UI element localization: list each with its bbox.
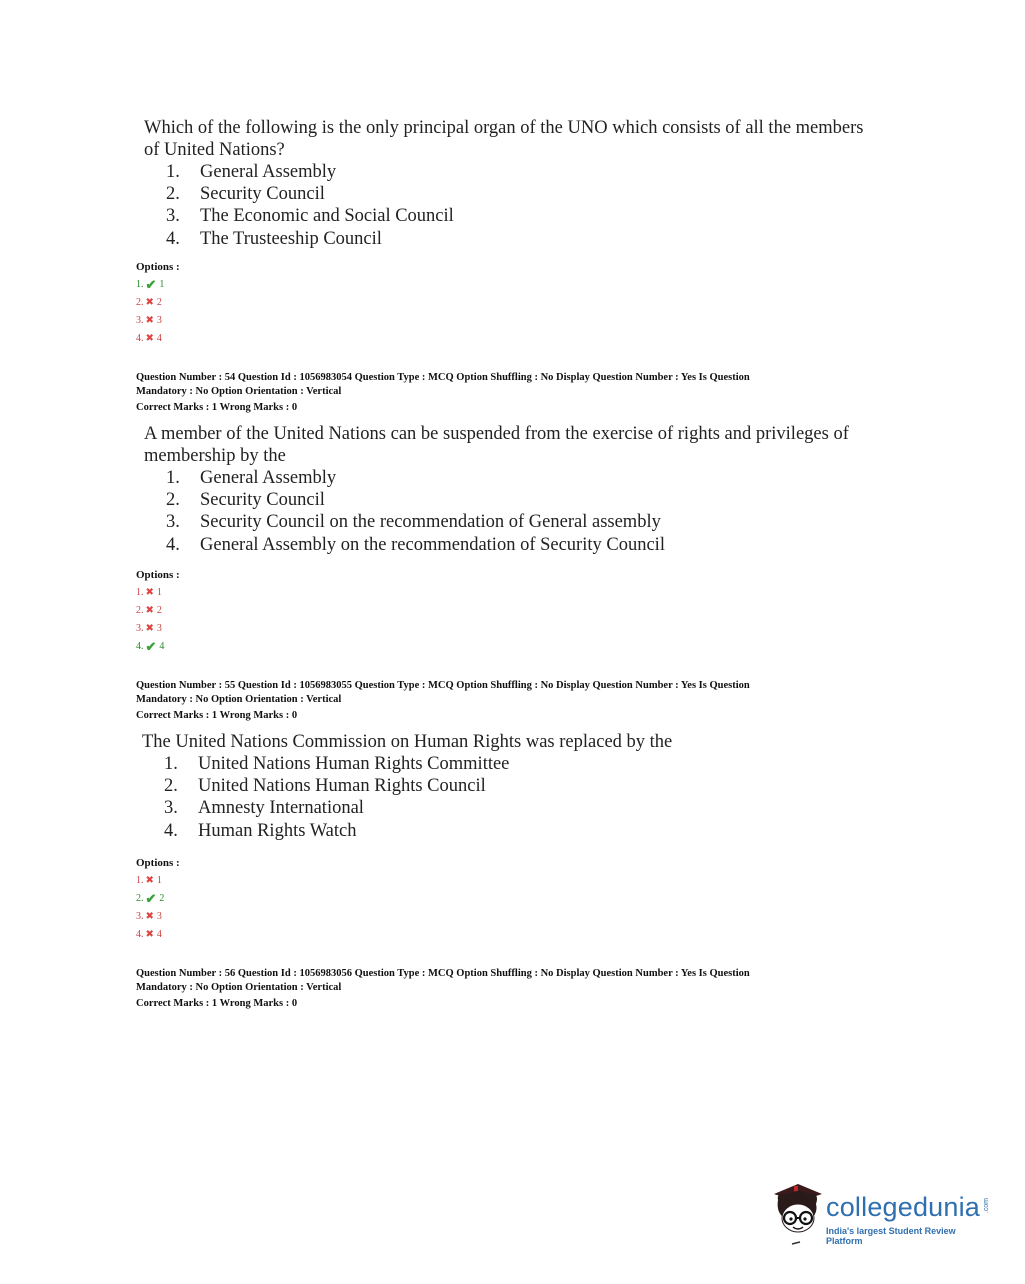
option-item — [136, 638, 180, 656]
option-number: 4. — [136, 333, 144, 344]
option-item — [136, 908, 180, 926]
option-value: 1 — [156, 587, 162, 598]
choice-item — [166, 534, 665, 556]
choice-text: Amnesty International — [198, 798, 364, 819]
question-55-options — [136, 854, 180, 944]
question-53-text: Which of the following is the only principal organ of the UNO which consists of all the members of United Nations? — [144, 118, 864, 160]
choice-number: 1. — [166, 468, 180, 488]
option-number: 2. — [136, 893, 144, 904]
choice-item — [164, 753, 509, 775]
choice-number: 2. — [164, 776, 178, 797]
choice-text: United Nations Human Rights Committee — [198, 754, 510, 774]
meta-line: Question Number : 56 Question Id : 1056983056 Question Type : MCQ Option Shuffling : No Display Question Number : Yes Is Question — [136, 968, 750, 979]
option-value: 4 — [159, 641, 165, 652]
marks-line: Correct Marks : 1 Wrong Marks : 0 — [136, 402, 298, 413]
choice-number: 2. — [166, 184, 180, 205]
cross-icon: ✖ — [145, 911, 154, 922]
choice-number: 4. — [166, 534, 180, 555]
brand-suffix: .com — [983, 1198, 990, 1214]
option-item — [136, 890, 180, 908]
choice-item — [164, 820, 509, 842]
option-number: 2. — [136, 297, 144, 308]
meta-line: Mandatory : No Option Orientation : Vertical — [136, 981, 342, 993]
option-value: 1 — [159, 279, 165, 290]
question-55-text: The United Nations Commission on Human Rights was replaced by the — [142, 732, 673, 752]
option-value: 1 — [156, 875, 162, 886]
option-value: 3 — [156, 911, 162, 922]
marks-line: Correct Marks : 1 Wrong Marks : 0 — [136, 998, 298, 1009]
choice-text: Security Council — [200, 490, 325, 511]
choice-text: United Nations Human Rights Council — [198, 776, 486, 797]
question-54-options — [136, 566, 180, 656]
choice-text: Security Council on the recommendation of General assembly — [200, 512, 661, 533]
choice-item — [166, 511, 665, 533]
options-label: Options : — [136, 569, 180, 581]
choice-item — [166, 228, 454, 250]
check-icon: ✔ — [145, 891, 157, 906]
cross-icon: ✖ — [145, 605, 154, 616]
choice-text: Security Council — [200, 184, 325, 205]
choice-item — [164, 797, 509, 819]
option-item — [136, 276, 180, 294]
meta-line: Question Number : 55 Question Id : 1056983055 Question Type : MCQ Option Shuffling : No Display Question Number : Yes Is Question — [136, 680, 750, 691]
option-item — [136, 926, 180, 944]
option-item — [136, 312, 180, 330]
choice-number: 2. — [166, 490, 180, 511]
option-number: 3. — [136, 315, 144, 326]
choice-number: 3. — [166, 206, 180, 227]
cross-icon: ✖ — [145, 587, 154, 598]
question-55-choices — [164, 753, 509, 842]
option-number: 3. — [136, 911, 144, 922]
choice-text: General Assembly — [200, 468, 337, 488]
question-54-text: A member of the United Nations can be suspended from the exercise of rights and privileges of membership by the — [144, 424, 849, 466]
choice-item — [164, 775, 509, 797]
option-item — [136, 294, 180, 312]
question-53-options — [136, 258, 180, 348]
meta-line: Mandatory : No Option Orientation : Vertical — [136, 385, 342, 397]
option-item — [136, 872, 180, 890]
marks-line: Correct Marks : 1 Wrong Marks : 0 — [136, 710, 298, 721]
option-number: 4. — [136, 929, 144, 940]
option-value: 3 — [156, 623, 162, 634]
choice-item — [166, 205, 454, 227]
choice-number: 1. — [166, 162, 180, 182]
option-number: 4. — [136, 641, 144, 652]
check-icon: ✔ — [145, 277, 157, 292]
choice-text: The Trusteeship Council — [200, 228, 382, 249]
check-icon: ✔ — [145, 639, 157, 654]
option-value: 2 — [159, 893, 165, 904]
cross-icon: ✖ — [145, 333, 154, 344]
option-value: 2 — [156, 297, 162, 308]
choice-number: 4. — [166, 228, 180, 249]
choice-number: 1. — [164, 754, 178, 774]
option-number: 3. — [136, 623, 144, 634]
cross-icon: ✖ — [145, 929, 154, 940]
options-label: Options : — [136, 261, 180, 273]
option-item — [136, 330, 180, 348]
choice-text: General Assembly on the recommendation of Security Council — [200, 534, 665, 555]
choice-number: 4. — [164, 820, 178, 841]
collegedunia-logo — [768, 1180, 993, 1250]
choice-text: The Economic and Social Council — [200, 206, 454, 227]
question-56-meta — [136, 967, 856, 1011]
choice-number: 3. — [164, 798, 178, 819]
brand-name: collegedunia — [826, 1192, 981, 1222]
mascot-graduate-icon — [768, 1180, 828, 1250]
question-54-meta — [136, 371, 856, 415]
options-label: Options : — [136, 857, 180, 869]
choice-number: 3. — [166, 512, 180, 533]
cross-icon: ✖ — [145, 875, 154, 886]
cross-icon: ✖ — [145, 315, 154, 326]
question-55-meta — [136, 679, 856, 723]
question-54-choices — [166, 467, 665, 556]
cross-icon: ✖ — [145, 297, 154, 308]
option-value: 2 — [156, 605, 162, 616]
option-number: 1. — [136, 587, 144, 598]
option-number: 1. — [136, 875, 144, 886]
meta-line: Question Number : 54 Question Id : 1056983054 Question Type : MCQ Option Shuffling : No Display Question Number : Yes Is Question — [136, 372, 750, 383]
meta-line: Mandatory : No Option Orientation : Vertical — [136, 693, 342, 705]
choice-item — [166, 183, 454, 205]
choice-item — [166, 489, 665, 511]
option-item — [136, 602, 180, 620]
cross-icon: ✖ — [145, 623, 154, 634]
option-value: 4 — [156, 333, 162, 344]
option-item — [136, 584, 180, 602]
option-value: 4 — [156, 929, 162, 940]
brand-tagline: India's largest Student Review Platform — [826, 1226, 956, 1246]
choice-item — [166, 161, 454, 183]
option-number: 1. — [136, 279, 144, 290]
choice-item — [166, 467, 665, 489]
question-53-choices — [166, 161, 454, 250]
choice-text: General Assembly — [200, 162, 337, 182]
option-number: 2. — [136, 605, 144, 616]
choice-text: Human Rights Watch — [198, 820, 357, 841]
option-item — [136, 620, 180, 638]
option-value: 3 — [156, 315, 162, 326]
